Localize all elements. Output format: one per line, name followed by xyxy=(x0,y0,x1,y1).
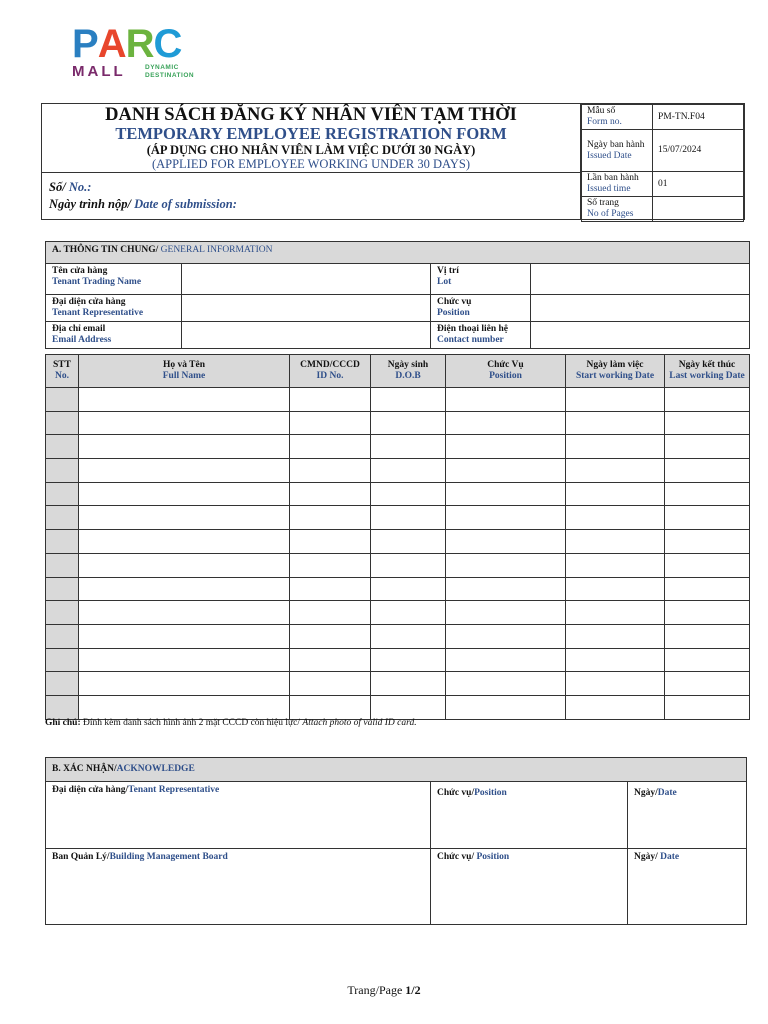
table-row xyxy=(46,388,750,412)
section-b-heading-vi: B. XÁC NHẬN/ xyxy=(52,764,117,774)
signer-label-vi: Đại diện cửa hàng/ xyxy=(52,785,129,795)
position-input[interactable] xyxy=(531,295,750,322)
note-label: Ghi chú: xyxy=(45,718,81,728)
position-cell[interactable] xyxy=(446,530,566,554)
full-name-cell[interactable] xyxy=(79,553,290,577)
stt-cell xyxy=(46,553,79,577)
field-label-vi: Điện thoại liên hệ xyxy=(437,324,508,334)
note xyxy=(45,718,417,728)
meta-label xyxy=(582,197,653,222)
column-header-en: Position xyxy=(489,371,522,381)
column-header-en: Last working Date xyxy=(669,371,745,381)
note-text-vi: Đính kèm danh sách hình ảnh 2 mặt CCCD còn hiệu lực/ xyxy=(80,718,303,728)
last-date-cell[interactable] xyxy=(665,388,750,412)
id-no-cell[interactable] xyxy=(290,482,371,506)
column-header-vi: Ngày kết thúc xyxy=(678,360,736,370)
tenant-position-field[interactable] xyxy=(431,782,628,849)
position-cell[interactable] xyxy=(446,648,566,672)
position-label-en: Position xyxy=(474,788,507,798)
field-label-en: Tenant Trading Name xyxy=(52,277,142,287)
logo-wordmark xyxy=(72,22,182,66)
last-date-cell[interactable] xyxy=(665,672,750,696)
meta-label xyxy=(582,130,653,172)
table-row xyxy=(46,482,750,506)
column-header-position xyxy=(446,355,566,388)
position-cell[interactable] xyxy=(446,601,566,625)
submission-number-field[interactable] xyxy=(49,180,91,195)
parc-mall-logo xyxy=(72,22,202,82)
field-label xyxy=(46,295,182,322)
stt-cell xyxy=(46,459,79,483)
full-name-cell[interactable] xyxy=(79,482,290,506)
field-label xyxy=(431,295,531,322)
logo-tagline-line: DESTINATION xyxy=(145,71,195,79)
dob-cell[interactable] xyxy=(371,601,446,625)
start-date-cell[interactable] xyxy=(566,672,665,696)
meta-value xyxy=(653,105,744,130)
id-no-cell[interactable] xyxy=(290,435,371,459)
logo-letter: R xyxy=(125,22,154,66)
dob-cell[interactable] xyxy=(371,411,446,435)
last-date-cell[interactable] xyxy=(665,577,750,601)
table-row xyxy=(46,506,750,530)
section-a-heading xyxy=(46,242,750,264)
section-b-heading-en: ACKNOWLEDGE xyxy=(116,764,195,774)
stt-cell xyxy=(46,411,79,435)
dob-cell[interactable] xyxy=(371,672,446,696)
tenant-date-field[interactable] xyxy=(628,782,747,849)
logo-letter: P xyxy=(72,22,98,66)
last-date-cell[interactable] xyxy=(665,601,750,625)
dob-cell[interactable] xyxy=(371,482,446,506)
meta-value xyxy=(653,172,744,197)
id-no-cell[interactable] xyxy=(290,577,371,601)
start-date-cell[interactable] xyxy=(566,530,665,554)
dob-cell[interactable] xyxy=(371,624,446,648)
column-header-en: Full Name xyxy=(162,371,206,381)
full-name-cell[interactable] xyxy=(79,388,290,412)
id-no-cell[interactable] xyxy=(290,601,371,625)
id-no-cell[interactable] xyxy=(290,388,371,412)
start-date-cell[interactable] xyxy=(566,506,665,530)
column-header-vi: Ngày làm việc xyxy=(586,360,644,370)
dob-cell[interactable] xyxy=(371,648,446,672)
last-date-cell[interactable] xyxy=(665,459,750,483)
id-no-cell[interactable] xyxy=(290,530,371,554)
contact-number-input[interactable] xyxy=(531,322,750,349)
signer-label-en: Tenant Representative xyxy=(128,785,220,795)
field-label-vi: Vị trí xyxy=(437,266,459,276)
last-date-cell[interactable] xyxy=(665,482,750,506)
date-label-en: Date xyxy=(657,852,680,862)
section-a-heading-en: GENERAL INFORMATION xyxy=(158,245,273,255)
last-date-cell[interactable] xyxy=(665,553,750,577)
last-date-cell[interactable] xyxy=(665,648,750,672)
start-date-cell[interactable] xyxy=(566,624,665,648)
column-header-id-no xyxy=(290,355,371,388)
table-row xyxy=(46,695,750,719)
stt-cell xyxy=(46,601,79,625)
logo-tagline-line: DYNAMIC xyxy=(145,64,179,71)
full-name-cell[interactable] xyxy=(79,601,290,625)
position-cell[interactable] xyxy=(446,388,566,412)
start-date-cell[interactable] xyxy=(566,695,665,719)
field-label-vi: Địa chỉ email xyxy=(52,324,106,334)
dob-cell[interactable] xyxy=(371,388,446,412)
tenant-representative-input[interactable] xyxy=(182,295,431,322)
table-row xyxy=(46,435,750,459)
lot-input[interactable] xyxy=(531,264,750,295)
position-cell[interactable] xyxy=(446,482,566,506)
meta-value xyxy=(653,130,744,172)
section-general-information xyxy=(45,241,750,349)
issued-date-value: 15/07/2024 xyxy=(658,145,702,155)
full-name-cell[interactable] xyxy=(79,530,290,554)
dob-cell[interactable] xyxy=(371,530,446,554)
id-no-cell[interactable] xyxy=(290,672,371,696)
tenant-representative-signature[interactable] xyxy=(46,782,431,849)
tenant-name-input[interactable] xyxy=(182,264,431,295)
id-no-cell[interactable] xyxy=(290,648,371,672)
meta-label-en: Issued time xyxy=(587,184,631,194)
logo-mall-text: MALL xyxy=(72,63,126,80)
meta-label-vi: Mẫu số xyxy=(587,106,616,116)
issued-time-value: 01 xyxy=(658,178,668,189)
full-name-cell[interactable] xyxy=(79,672,290,696)
id-no-cell[interactable] xyxy=(290,553,371,577)
stt-cell xyxy=(46,624,79,648)
table-row xyxy=(46,577,750,601)
date-label-vi: Ngày/ xyxy=(634,788,658,798)
management-board-signature[interactable] xyxy=(46,849,431,925)
last-date-cell[interactable] xyxy=(665,435,750,459)
field-label xyxy=(46,322,182,349)
position-label-vi: Chức vụ/ xyxy=(437,788,475,798)
full-name-cell[interactable] xyxy=(79,411,290,435)
email-input[interactable] xyxy=(182,322,431,349)
meta-label xyxy=(582,105,653,130)
table-row xyxy=(46,624,750,648)
column-header-start-date xyxy=(566,355,665,388)
position-cell[interactable] xyxy=(446,411,566,435)
section-acknowledge xyxy=(45,757,747,925)
id-no-cell[interactable] xyxy=(290,459,371,483)
full-name-cell[interactable] xyxy=(79,624,290,648)
position-label-vi: Chức vụ/ xyxy=(437,852,475,862)
signer-label-en: Building Management Board xyxy=(109,852,228,862)
dob-cell[interactable] xyxy=(371,506,446,530)
meta-label xyxy=(582,172,653,197)
form-number-value: PM-TN.F04 xyxy=(658,111,705,122)
note-text-en: Attach photo of valid ID card. xyxy=(302,718,417,728)
form-subtitle-en: (APPLIED FOR EMPLOYEE WORKING UNDER 30 DAYS) xyxy=(151,157,471,171)
last-date-cell[interactable] xyxy=(665,506,750,530)
meta-label-vi: Số trang xyxy=(587,198,619,208)
field-label xyxy=(431,264,531,295)
submission-date-field[interactable] xyxy=(49,197,237,212)
header-titles xyxy=(42,104,580,173)
meta-label-vi: Ngày ban hành xyxy=(587,139,645,150)
last-date-cell[interactable] xyxy=(665,695,750,719)
stt-cell xyxy=(46,695,79,719)
column-header-en: Start working Date xyxy=(575,371,655,381)
form-meta-table xyxy=(581,104,744,219)
stt-cell xyxy=(46,388,79,412)
table-row xyxy=(46,553,750,577)
form-header xyxy=(41,103,745,220)
start-date-cell[interactable] xyxy=(566,648,665,672)
date-label-en: Date of submission: xyxy=(130,197,237,211)
form-title-en: TEMPORARY EMPLOYEE REGISTRATION FORM xyxy=(115,124,507,143)
column-header-en: ID No. xyxy=(316,371,344,381)
table-row xyxy=(46,411,750,435)
start-date-cell[interactable] xyxy=(566,577,665,601)
column-header-full-name xyxy=(79,355,290,388)
column-header-en: No. xyxy=(55,371,69,381)
table-row xyxy=(46,648,750,672)
position-cell[interactable] xyxy=(446,506,566,530)
field-label-vi: Chức vụ xyxy=(437,297,472,307)
table-row xyxy=(46,672,750,696)
field-label-en: Position xyxy=(437,308,470,318)
table-row xyxy=(46,459,750,483)
signer-label-vi: Ban Quản Lý/ xyxy=(52,852,110,862)
logo-letter: A xyxy=(97,22,126,66)
last-date-cell[interactable] xyxy=(665,411,750,435)
dob-cell[interactable] xyxy=(371,577,446,601)
position-cell[interactable] xyxy=(446,624,566,648)
management-position-field[interactable] xyxy=(431,849,628,925)
start-date-cell[interactable] xyxy=(566,601,665,625)
id-no-cell[interactable] xyxy=(290,624,371,648)
position-cell[interactable] xyxy=(446,435,566,459)
stt-cell xyxy=(46,577,79,601)
stt-cell xyxy=(46,648,79,672)
logo-tagline xyxy=(145,64,194,79)
dob-cell[interactable] xyxy=(371,695,446,719)
column-header-vi: Ngày sinh xyxy=(387,360,429,370)
column-header-last-date xyxy=(665,355,750,388)
stt-cell xyxy=(46,672,79,696)
start-date-cell[interactable] xyxy=(566,482,665,506)
field-label xyxy=(46,264,182,295)
stt-cell xyxy=(46,506,79,530)
last-date-cell[interactable] xyxy=(665,624,750,648)
full-name-cell[interactable] xyxy=(79,648,290,672)
start-date-cell[interactable] xyxy=(566,411,665,435)
field-label-vi: Tên cửa hàng xyxy=(52,266,108,276)
full-name-cell[interactable] xyxy=(79,695,290,719)
number-label-vi: Số/ xyxy=(49,180,66,194)
field-label-en: Lot xyxy=(437,277,452,287)
column-header-vi: Họ và Tên xyxy=(162,360,206,370)
section-a-heading-vi: A. THÔNG TIN CHUNG/ xyxy=(52,245,159,255)
column-header-no xyxy=(46,355,79,388)
page-value: 1/2 xyxy=(405,983,421,997)
position-label-en: Position xyxy=(474,852,510,862)
date-label-en: Date xyxy=(657,788,677,798)
start-date-cell[interactable] xyxy=(566,459,665,483)
meta-label-en: Issued Date xyxy=(587,150,632,161)
position-cell[interactable] xyxy=(446,672,566,696)
meta-value[interactable] xyxy=(653,197,744,222)
date-label-vi: Ngày trình nộp/ xyxy=(49,197,131,211)
page-number xyxy=(0,983,768,998)
full-name-cell[interactable] xyxy=(79,459,290,483)
form-subtitle-vi: (ÁP DỤNG CHO NHÂN VIÊN LÀM VIỆC DƯỚI 30 NGÀY) xyxy=(146,143,476,157)
number-label-en: No.: xyxy=(65,180,92,194)
employee-rows xyxy=(46,388,750,720)
field-label xyxy=(431,322,531,349)
header-title-block xyxy=(42,104,581,219)
column-header-vi: STT xyxy=(53,360,71,370)
meta-label-vi: Lần ban hành xyxy=(587,173,639,183)
page-label: Trang/Page xyxy=(347,983,406,997)
dob-cell[interactable] xyxy=(371,553,446,577)
column-header-dob xyxy=(371,355,446,388)
logo-letter: C xyxy=(153,22,182,66)
full-name-cell[interactable] xyxy=(79,577,290,601)
position-cell[interactable] xyxy=(446,553,566,577)
field-label-en: Tenant Representative xyxy=(52,308,144,318)
meta-label-en: No of Pages xyxy=(587,209,634,219)
stt-cell xyxy=(46,435,79,459)
id-no-cell[interactable] xyxy=(290,506,371,530)
section-b-heading xyxy=(46,758,747,782)
dob-cell[interactable] xyxy=(371,459,446,483)
column-header-en: D.O.B xyxy=(395,371,421,381)
column-header-vi: Chức Vụ xyxy=(487,360,524,370)
last-date-cell[interactable] xyxy=(665,530,750,554)
date-label-vi: Ngày/ xyxy=(634,852,658,862)
table-row xyxy=(46,601,750,625)
column-header-vi: CMND/CCCD xyxy=(300,360,360,370)
start-date-cell[interactable] xyxy=(566,388,665,412)
start-date-cell[interactable] xyxy=(566,553,665,577)
full-name-cell[interactable] xyxy=(79,435,290,459)
id-no-cell[interactable] xyxy=(290,411,371,435)
table-row xyxy=(46,530,750,554)
position-cell[interactable] xyxy=(446,695,566,719)
employee-list-table xyxy=(45,354,750,720)
form-title-vi: DANH SÁCH ĐĂNG KÝ NHÂN VIÊN TẠM THỜI xyxy=(105,105,517,125)
field-label-vi: Đại diện cửa hàng xyxy=(52,297,126,307)
management-date-field[interactable] xyxy=(628,849,747,925)
start-date-cell[interactable] xyxy=(566,435,665,459)
stt-cell xyxy=(46,530,79,554)
field-label-en: Contact number xyxy=(437,335,504,345)
position-cell[interactable] xyxy=(446,577,566,601)
meta-label-en: Form no. xyxy=(587,117,622,127)
stt-cell xyxy=(46,482,79,506)
full-name-cell[interactable] xyxy=(79,506,290,530)
dob-cell[interactable] xyxy=(371,435,446,459)
field-label-en: Email Address xyxy=(52,335,112,345)
position-cell[interactable] xyxy=(446,459,566,483)
id-no-cell[interactable] xyxy=(290,695,371,719)
